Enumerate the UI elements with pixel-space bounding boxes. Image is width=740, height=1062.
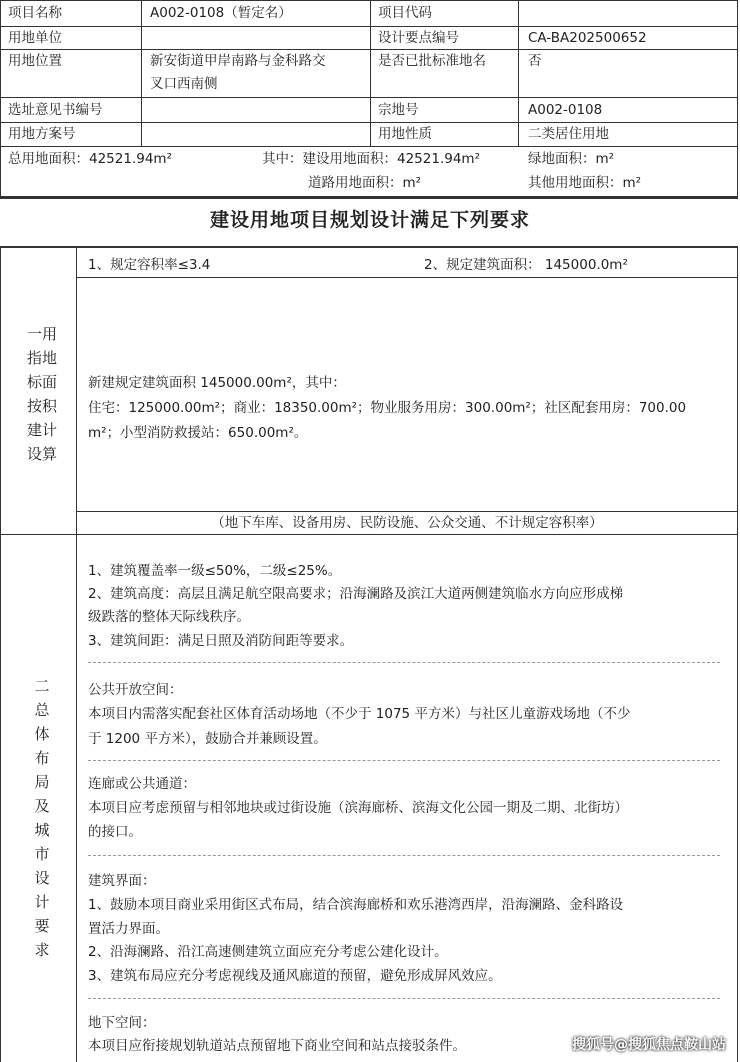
other-area: 其他用地面积：m² xyxy=(528,175,642,191)
section2-label-char: 求 xyxy=(34,941,50,959)
corridor-line1: 本项目应考虑预留与相邻地块或过街设施（滨海廊桥、滨海文化公园一期及二期、北街坊） xyxy=(88,800,628,816)
divider xyxy=(88,855,720,856)
project-code-label: 项目代码 xyxy=(378,5,432,21)
section2-label-char: 计 xyxy=(34,893,50,911)
approved-name-value: 否 xyxy=(528,53,542,69)
interface-line4: 3、建筑布局应充分考虑视线及通风廊道的预留，避免形成屏风效应。 xyxy=(88,968,502,984)
spacing-rule: 3、建筑间距：满足日照及消防间距等要求。 xyxy=(88,633,354,649)
page-heading: 建设用地项目规划设计满足下列要求 xyxy=(209,209,530,231)
section1-para3: m²；小型消防救援站：650.00m²。 xyxy=(88,425,308,441)
height-rule-line2: 级跌落的整体天际线秩序。 xyxy=(88,609,250,625)
land-plan-label: 用地方案号 xyxy=(8,126,76,142)
land-location-label: 用地位置 xyxy=(8,53,62,69)
green-area: 绿地面积：m² xyxy=(528,151,615,167)
section2-label-char: 总 xyxy=(34,701,50,719)
section2-label-char: 布 xyxy=(34,749,50,767)
site-opinion-label: 选址意见书编号 xyxy=(8,102,103,118)
section2-label-char: 市 xyxy=(34,845,50,863)
public-space-line1: 本项目内需落实配套社区体育活动场地（不少于 1075 平方米）与社区儿童游戏场地（不少 xyxy=(88,706,631,722)
coverage-rule: 1、建筑覆盖率一级≤50%，二级≤25%。 xyxy=(88,563,342,579)
land-nature-value: 二类居住用地 xyxy=(528,126,609,142)
section2-label-char: 设 xyxy=(34,869,50,887)
approved-name-label: 是否已批标准地名 xyxy=(378,53,486,69)
section2-label-char: 局 xyxy=(34,773,50,791)
construction-area: 其中：建设用地面积：42521.94m² xyxy=(262,151,480,167)
corridor-title: 连廊或公共通道： xyxy=(88,776,196,792)
interface-line2: 置活力界面。 xyxy=(88,921,169,937)
interface-title: 建筑界面： xyxy=(88,873,156,889)
section1-label-row: 设算 xyxy=(26,445,57,463)
section2-label-char: 体 xyxy=(34,725,50,743)
interface-line1: 1、鼓励本项目商业采用街区式布局，结合滨海廊桥和欢乐港湾西岸，沿海澜路、金科路设 xyxy=(88,897,624,913)
section2-label-char: 城 xyxy=(34,821,50,839)
parcel-no-label: 宗地号 xyxy=(378,102,419,118)
land-location-value-line2: 叉口西南侧 xyxy=(150,76,218,92)
section2-label-char: 要 xyxy=(34,917,50,935)
interface-line3: 2、沿海澜路、沿江高速侧建筑立面应充分考虑公建化设计。 xyxy=(88,944,448,960)
land-nature-label: 用地性质 xyxy=(378,126,432,142)
underground-title: 地下空间： xyxy=(88,1015,156,1031)
section1-note: （地下车库、设备用房、民防设施、公众交通、不计规定容积率） xyxy=(211,515,603,531)
section2-label-char: 二 xyxy=(34,677,50,695)
section1-label-row: 指地 xyxy=(26,349,57,367)
corridor-line2: 的接口。 xyxy=(88,824,142,840)
far-limit: 1、规定容积率≤3.4 xyxy=(88,257,211,273)
section2-label-char: 及 xyxy=(34,797,50,815)
land-location-value-line1: 新安街道甲岸南路与金科路交 xyxy=(150,53,326,69)
section1-para2: 住宅：125000.00m²；商业：18350.00m²；物业服务用房：300.00m²；社区配套用房：700.00 xyxy=(88,400,687,416)
section1-label-row: 建计 xyxy=(26,421,57,439)
underground-line1: 本项目应衔接规划轨道站点预留地下商业空间和站点接驳条件。 xyxy=(88,1038,466,1054)
section1-para1: 新建规定建筑面积 145000.00m²，其中： xyxy=(88,375,346,391)
divider xyxy=(88,760,720,761)
section1-label-row: 标面 xyxy=(26,373,57,391)
land-unit-label: 用地单位 xyxy=(8,30,62,46)
total-area: 总用地面积：42521.94m² xyxy=(8,151,172,167)
divider xyxy=(88,998,720,999)
project-info-table xyxy=(0,0,738,199)
design-code-label: 设计要点编号 xyxy=(378,30,459,46)
design-code-value: CA-BA202500652 xyxy=(528,30,647,46)
public-space-line2: 于 1200 平方米），鼓励合并兼顾设置。 xyxy=(88,731,327,747)
parcel-no-value: A002-0108 xyxy=(528,102,603,118)
height-rule-line1: 2、建筑高度：高层且满足航空限高要求；沿海澜路及滨江大道两侧建筑临水方向应形成梯 xyxy=(88,586,624,602)
watermark-text: 搜狐号@搜狐焦点鞍山站 xyxy=(572,1037,726,1053)
project-name-value: A002-0108（暂定名） xyxy=(150,5,292,21)
road-area: 道路用地面积：m² xyxy=(308,175,422,191)
divider xyxy=(88,662,720,663)
project-name-label: 项目名称 xyxy=(8,5,62,21)
building-area: 2、规定建筑面积： 145000.0m² xyxy=(424,257,628,273)
public-space-title: 公共开放空间： xyxy=(88,682,183,698)
section1-label-row: 按积 xyxy=(26,397,57,415)
section1-label-row: 一用 xyxy=(26,325,57,343)
